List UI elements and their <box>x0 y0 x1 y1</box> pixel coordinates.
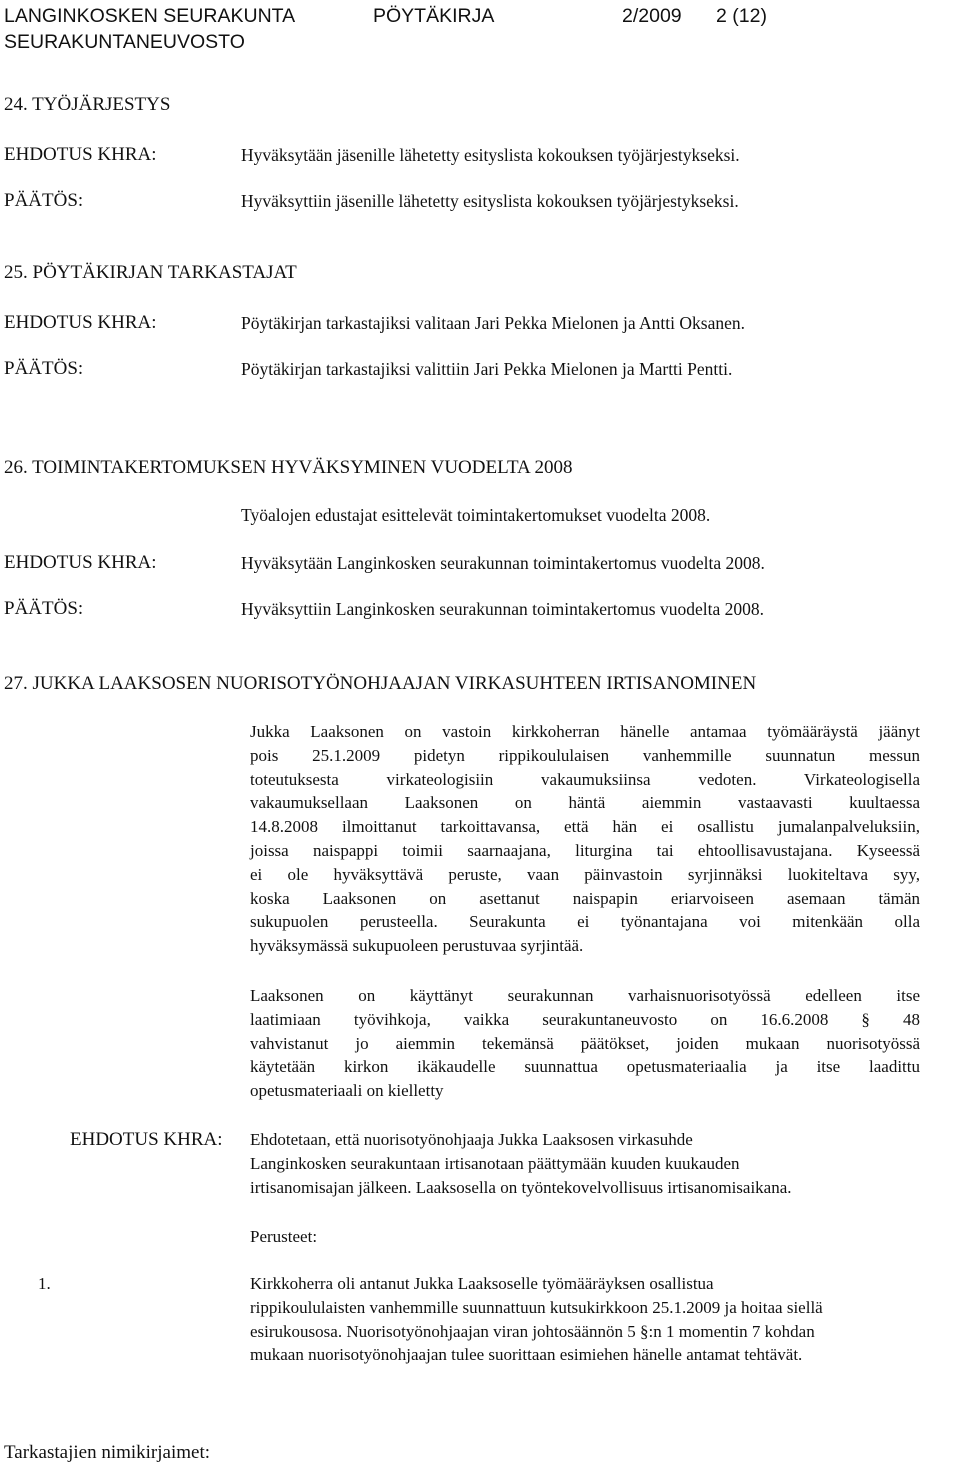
header-organization: LANGINKOSKEN SEURAKUNTA <box>4 5 296 27</box>
paragraph-line: esirukousosa. Nuorisotyönohjaajan viran johtosäännön 5 §:n 1 momentin 7 kohdan <box>250 1321 815 1341</box>
paragraph-line: toteutuksesta virkateologisiin vakaumuksiinsa vedoten. Virkateologisella <box>250 769 920 789</box>
section-heading-24: 24. TYÖJÄRJESTYS <box>4 94 171 115</box>
paragraph-line: Langinkosken seurakuntaan irtisanotaan päättymään kuuden kuukauden <box>250 1153 740 1173</box>
header-page-number: 2 (12) <box>716 5 767 27</box>
header-doc-number: 2/2009 <box>622 5 682 27</box>
decision-label-26: PÄÄTÖS: <box>4 598 84 619</box>
decision-label-25: PÄÄTÖS: <box>4 358 84 379</box>
paragraph-line: 14.8.2008 ilmoittanut tarkoittavansa, että hän ei osallistu jumalanpalveluksiin, <box>250 817 920 837</box>
ground-number-1: 1. <box>38 1274 51 1293</box>
section-heading-27: 27. JUKKA LAAKSOSEN NUORISOTYÖNOHJAAJAN VIRKASUHTEEN IRTISANOMINEN <box>4 673 757 694</box>
header-body-name: SEURAKUNTANEUVOSTO <box>4 31 245 53</box>
proposal-label-26: EHDOTUS KHRA: <box>4 552 157 573</box>
proposal-text-27 <box>250 1128 920 1199</box>
paragraph-line: opetusmateriaali on kielletty <box>250 1081 444 1101</box>
proposal-label-24: EHDOTUS KHRA: <box>4 144 157 165</box>
decision-label-24: PÄÄTÖS: <box>4 190 84 211</box>
proposal-text-26: Hyväksytään Langinkosken seurakunnan toimintakertomus vuodelta 2008. <box>241 553 765 573</box>
proposal-text-25: Pöytäkirjan tarkastajiksi valitaan Jari Pekka Mielonen ja Antti Oksanen. <box>241 313 745 333</box>
paragraph-line: irtisanomisajan jälkeen. Laaksosella on työntekovelvollisuus irtisanomisaikana. <box>250 1177 792 1197</box>
paragraph-line: vakaumuksellaan Laaksonen on häntä aiemmin vastaavasti kuultaessa <box>250 793 920 813</box>
decision-text-25: Pöytäkirjan tarkastajiksi valittiin Jari Pekka Mielonen ja Martti Pentti. <box>241 359 733 379</box>
proposal-label-25: EHDOTUS KHRA: <box>4 312 157 333</box>
footer-initials-label: Tarkastajien nimikirjaimet: <box>4 1442 211 1463</box>
paragraph-line: Kirkkoherra oli antanut Jukka Laaksoselle työmääräyksen osallistua <box>250 1274 714 1293</box>
paragraph-line: Jukka Laaksonen on vastoin kirkkoherran hänelle antamaa työmääräystä jäänyt <box>250 722 920 741</box>
paragraph-line: laatimiaan työvihkoja, vaikka seurakuntaneuvosto on 16.6.2008 § 48 <box>250 1009 920 1029</box>
proposal-text-24: Hyväksytään jäsenille lähetetty esityslista kokouksen työjärjestykseksi. <box>241 145 740 165</box>
paragraph-line: ei ole hyväksyttävä peruste, vaan päinvastoin syrjinnäksi luokiteltava syy, <box>250 864 920 884</box>
paragraph-line: pois 25.1.2009 pidetyn rippikoululaisen vanhemmille suunnatun messun <box>250 745 920 765</box>
section-heading-25: 25. PÖYTÄKIRJAN TARKASTAJAT <box>4 262 297 283</box>
background-paragraph-1 <box>250 720 920 958</box>
paragraph-line: vahvistanut jo aiemmin tekemänsä päätökset, joiden mukaan nuorisotyössä <box>250 1033 920 1053</box>
paragraph-line: hyväksymässä sukupuoleen perustuvaa syrjintää. <box>250 936 584 956</box>
header-doc-type: PÖYTÄKIRJA <box>373 5 495 27</box>
grounds-title: Perusteet: <box>250 1227 318 1246</box>
ground-text-1 <box>250 1272 956 1367</box>
paragraph-line: koska Laaksonen on asettanut naispapin eriarvoiseen asemaan tämän <box>250 888 920 908</box>
paragraph-line: sukupuolen perusteella. Seurakunta ei työnantajana voi mitenkään olla <box>250 912 920 932</box>
paragraph-line: rippikoululaisten vanhemmille suunnattuun kutsukirkkoon 25.1.2009 ja hoitaa siellä <box>250 1297 823 1317</box>
section-intro-26: Työalojen edustajat esittelevät toimintakertomukset vuodelta 2008. <box>241 505 711 525</box>
section-heading-26: 26. TOIMINTAKERTOMUKSEN HYVÄKSYMINEN VUODELTA 2008 <box>4 457 573 478</box>
paragraph-line: käytetään kirkon ikäkaudelle suunnattua opetusmateriaalia ja itse laadittu <box>250 1057 920 1077</box>
proposal-label-27: EHDOTUS KHRA: <box>70 1129 223 1150</box>
paragraph-line: Laaksonen on käyttänyt seurakunnan varhaisnuorisotyössä edelleen itse <box>250 986 920 1005</box>
background-paragraph-2 <box>250 984 920 1103</box>
paragraph-line: mukaan nuorisotyönohjaajan tulee suorittaan esimiehen hänelle antamat tehtävät. <box>250 1345 803 1365</box>
decision-text-24: Hyväksyttiin jäsenille lähetetty esityslista kokouksen työjärjestykseksi. <box>241 191 739 211</box>
paragraph-line: joissa naispappi toimii saarnaajana, liturgina tai ehtoollisavustajana. Kyseessä <box>250 840 920 860</box>
paragraph-line: Ehdotetaan, että nuorisotyönohjaaja Jukka Laaksosen virkasuhde <box>250 1130 693 1149</box>
decision-text-26: Hyväksyttiin Langinkosken seurakunnan toimintakertomus vuodelta 2008. <box>241 599 764 619</box>
